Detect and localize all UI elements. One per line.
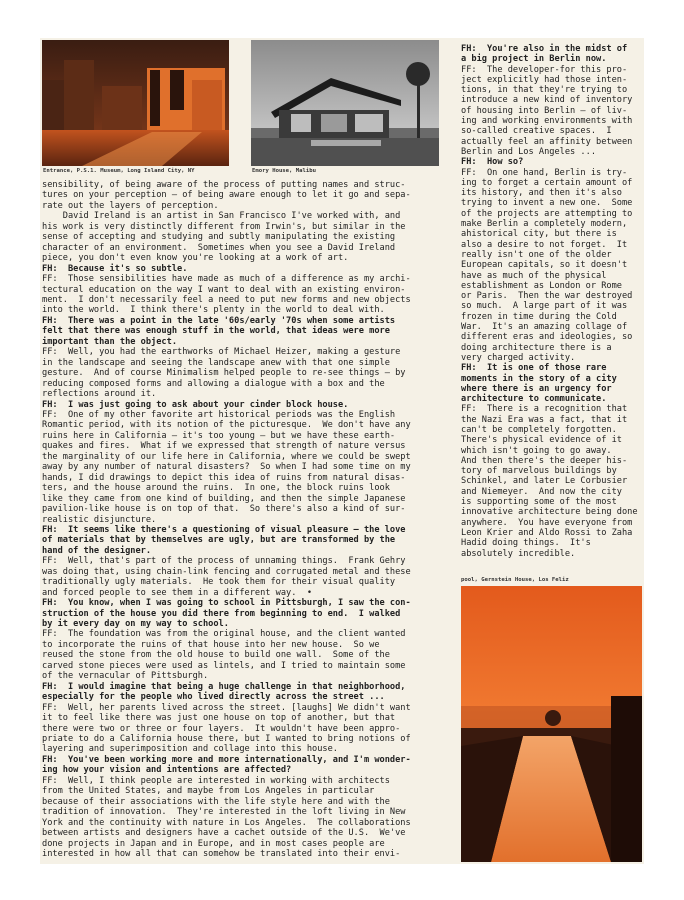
text-line: FF: On one hand, Berlin is try- — [461, 167, 628, 178]
text-line: architecture to communicate. — [461, 394, 607, 405]
photo-pool-image — [461, 586, 642, 862]
text-line: layering and superimposition and collage into this house. — [42, 744, 338, 755]
text-line: frozen in time during the Cold — [461, 311, 617, 322]
interview-right-column — [461, 44, 642, 559]
text-line: pavilion-like house is on top of that. So there's also a kind of sur- — [42, 504, 406, 515]
text-line: very charged activity. — [461, 352, 576, 363]
photo-emory-image — [251, 40, 439, 166]
text-line: David Ireland is an artist in San Francisco I've worked with, and — [42, 211, 401, 222]
interview-left-column — [42, 180, 442, 859]
text-line: FF: One of my other favorite art historical periods was the English — [42, 409, 396, 420]
photo-gernstein-pool — [461, 586, 642, 862]
text-line: where there is an urgency for — [461, 383, 612, 394]
text-line: important than the object. — [42, 336, 178, 347]
text-line: FH: You've been working more and more internationally, and I'm wonder- — [42, 754, 411, 765]
text-line: FH: I would imagine that being a huge challenge in that neighborhood, — [42, 681, 406, 692]
text-line: or Paris. Then the war destroyed — [461, 291, 633, 302]
photo-ps1-image — [42, 40, 229, 166]
magazine-page — [40, 38, 644, 864]
text-line: FH: It seems like there's a questioning of visual pleasure — the love — [42, 524, 406, 535]
text-line: FH: It is one of those rare — [461, 363, 607, 374]
text-line: innovative architecture being done — [461, 507, 638, 518]
text-line: realistic disjuncture. — [42, 514, 157, 525]
caption-photo2: Emory House, Malibu — [252, 168, 316, 174]
text-line: ing to forget a certain amount of — [461, 177, 633, 188]
text-line: into the world. I think there's plenty in the world to deal with. — [42, 305, 385, 316]
text-line: hands, I did drawings to depict this idea of ruins from natural disas- — [42, 472, 406, 483]
text-line: trying to invent a new one. Some — [461, 198, 633, 209]
text-line: felt that there was enough stuff in the world, that ideas were more — [42, 326, 390, 337]
text-line: rate out the layers of perception. — [42, 200, 219, 211]
text-line: FH: There was a point in the late '60s/early '70s when some artists — [42, 315, 396, 326]
text-line: from the United States, and maybe from Los Angeles in particular — [42, 786, 375, 797]
text-line: sensibility, of being aware of the process of putting names and struc- — [42, 180, 406, 190]
text-line: between artists and designers have a cachet outside of the U.S. We've — [42, 828, 406, 839]
text-line: FH: You know, when I was going to school in Pittsburgh, I saw the con- — [42, 598, 411, 609]
text-line: FF: Well, you had the earthworks of Michael Heizer, making a gesture — [42, 347, 401, 358]
text-line: which isn't going to go away. — [461, 445, 612, 456]
text-line: Schinkel, and later Le Corbusier — [461, 476, 628, 487]
text-line: introduce a new kind of inventory — [461, 95, 633, 106]
text-line: War. It's an amazing collage of — [461, 322, 628, 333]
text-line: so much. A large part of it was — [461, 301, 628, 312]
text-line: FF: Well, I think people are interested in working with architects — [42, 775, 390, 786]
text-line: FF: There is a recognition that — [461, 404, 628, 415]
text-line: done projects in Japan and in Europe, and in most cases people are — [42, 838, 385, 849]
text-line: can't be completely forgotten. — [461, 424, 617, 435]
text-line: to incorporate the ruins of that house into her new house. So we — [42, 639, 380, 650]
text-line: FH: You're also in the midst of — [461, 44, 628, 54]
caption-photo1: Entrance, P.S.1. Museum, Long Island City, NY — [43, 168, 195, 174]
text-line: ing and working environments with — [461, 116, 633, 127]
text-line: so-called creative spaces. I — [461, 126, 612, 137]
text-line: have as much of the physical — [461, 270, 607, 281]
text-line: ruins here in California — it's too young — but we have these earth- — [42, 430, 396, 441]
text-line: anywhere. You have everyone from — [461, 517, 633, 528]
text-line: moments in the story of a city — [461, 373, 617, 384]
text-line: make Berlin a completely modern, — [461, 219, 628, 230]
text-line: York and the continuity with nature in Los Angeles. The collaborations — [42, 817, 411, 828]
text-line: doing architecture there is a — [461, 342, 612, 353]
text-line: the marginality of our life here in California, where we could be swept — [42, 451, 411, 462]
text-line: ject explicitly had those inten- — [461, 74, 628, 85]
text-line: his work is very distinctly different from Irwin's, but similar in the — [42, 221, 406, 232]
text-line: FF: Well, that's part of the process of unnaming things. Frank Gehry — [42, 556, 406, 567]
text-line: the Nazi Era was a fact, that it — [461, 414, 628, 425]
text-line: reflections around it. — [42, 389, 157, 400]
text-line: of the projects are attempting to — [461, 208, 633, 219]
text-line: FH: I was just going to ask about your cinder block house. — [42, 399, 349, 410]
text-line: especially for the people who lived directly across the street ... — [42, 692, 385, 703]
text-line: reducing composed forms and allowing a dialogue with a box and the — [42, 378, 385, 389]
text-line: of materials that by themselves are ugly, but are transformed by the — [42, 535, 396, 546]
text-line: There's physical evidence of it — [461, 435, 622, 446]
text-line: by it every day on my way to school. — [42, 619, 229, 630]
text-line: there were two or three or four layers. It wouldn't have been appro- — [42, 723, 401, 734]
text-line: ment. I don't necessarily feel a need to put new forms and new objects — [42, 294, 411, 305]
text-line: And then there's the deeper his- — [461, 455, 628, 466]
text-line: Berlin and Los Angeles ... — [461, 146, 597, 157]
text-line: tory of marvelous buildings by — [461, 466, 617, 477]
text-line: its history, and then it's also — [461, 188, 622, 199]
text-line: Hadid doing things. It's — [461, 538, 591, 549]
text-line: reused the stone from the old house to build one wall. Some of the — [42, 650, 390, 661]
text-line: sense of accepting and studying and subtly manipulating the existing — [42, 232, 396, 243]
photo-ps1-entrance — [42, 40, 229, 166]
text-line: because of their associations with the life style here and with the — [42, 796, 390, 807]
text-line: piece, you don't even know you're looking at a work of art. — [42, 253, 349, 264]
text-line: tectural education on the way I want to deal with an existing environ- — [42, 284, 406, 295]
text-line: gesture. And of course Minimalism helped people to re-see things — by — [42, 368, 406, 379]
text-line: absolutely incredible. — [461, 548, 576, 559]
text-line: like they came from one kind of building, and then the simple Japanese — [42, 493, 406, 504]
text-line: tions, in that they're trying to — [461, 85, 628, 96]
caption-photo3: pool, Gernstein House, Los Feliz — [461, 577, 569, 583]
text-line: FH: How so? — [461, 157, 524, 168]
text-line: priate to do a California house there, but I wanted to bring notions of — [42, 734, 411, 745]
text-line: of the vernacular of Pittsburgh. — [42, 671, 209, 682]
text-line: ters, and the house around the ruins. In one, the block ruins look — [42, 483, 390, 494]
text-line: really isn't one of the older — [461, 249, 612, 260]
text-line: tures on your perception — of being aware enough to let it go and sepa- — [42, 190, 411, 201]
text-line: establishment as London or Rome — [461, 280, 622, 291]
text-line: interested in how all that can somehow be translated into their envi- — [42, 849, 401, 859]
text-line: actually feel an affinity between — [461, 136, 633, 147]
text-line: also a desire to not forget. It — [461, 239, 628, 250]
text-line: character of an environment. Sometimes when you see a David Ireland — [42, 242, 396, 253]
text-line: a big project in Berlin now. — [461, 54, 607, 65]
text-line: struction of the house you did there from beginning to end. I walked — [42, 608, 401, 619]
text-line: FF: The developer-for this pro- — [461, 64, 628, 75]
text-line: carved stone pieces were used as lintels, and I tried to maintain some — [42, 660, 406, 671]
text-line: European capitals, so it doesn't — [461, 260, 628, 271]
text-line: and forced people to see them in a different way. • — [42, 587, 313, 598]
text-line: tradition of innovation. They're interested in the loft living in New — [42, 807, 406, 818]
text-line: FF: Well, her parents lived across the street. [laughs] We didn't want — [42, 702, 411, 713]
text-line: ahistorical city, but there is — [461, 229, 617, 240]
text-line: Leon Krier and Aldo Rossi to Zaha — [461, 527, 633, 538]
text-line: FF: The foundation was from the original house, and the client wanted — [42, 629, 406, 640]
text-line: is supporting some of the most — [461, 497, 617, 508]
text-line: FH: Because it's so subtle. — [42, 263, 188, 274]
text-line: of housing into Berlin — of liv- — [461, 105, 628, 116]
text-line: was doing that, using chain-link fencing and corrugated metal and these — [42, 566, 411, 577]
text-line: traditionally ugly materials. He took them for their visual quality — [42, 577, 396, 588]
text-line: quakes and fires. What if we expressed that strength of nature versus — [42, 441, 406, 452]
text-line: it to feel like there was just one house on top of another, but that — [42, 713, 396, 724]
text-line: different eras and ideologies, so — [461, 332, 633, 343]
text-line: in the landscape and seeing the landscape anew with that one simple — [42, 357, 390, 368]
text-line: FF: Those sensibilities have made as much of a difference as my archi- — [42, 274, 411, 285]
text-line: hand of the designer. — [42, 545, 152, 556]
text-line: Romantic period, with its notion of the picturesque. We don't have any — [42, 420, 411, 431]
photo-emory-house — [251, 40, 439, 166]
text-line: and Niemeyer. And now the city — [461, 486, 622, 497]
text-line: away by any number of natural disasters? So when I had some time on my — [42, 462, 411, 473]
text-line: ing how your vision and intentions are affected? — [42, 765, 292, 776]
